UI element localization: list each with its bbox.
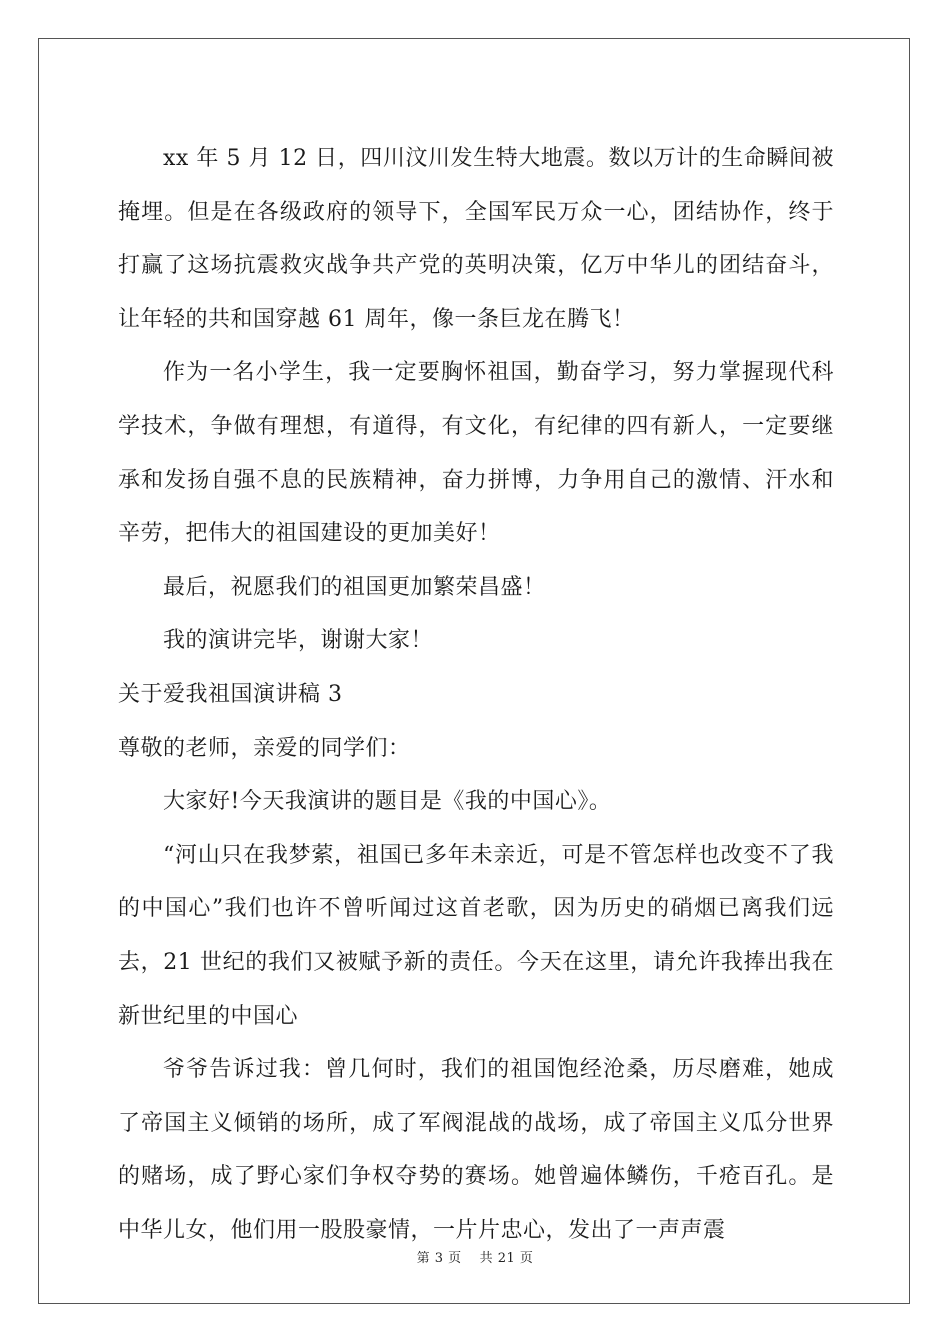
- page-total: 共 21 页: [479, 1251, 534, 1266]
- paragraph-thanks: 我的演讲完毕，谢谢大家！: [163, 628, 434, 654]
- paragraph-earthquake: xx 年 5 月 12 日，四川汶川发生特大地震。数以万计的生命瞬间被掩埋。但是在各级政府的领导下，全国军民万众一心，团结协作，终于打赢了这场抗震救灾战争共产党的英明决策，亿万中华儿的团结奋斗，让年轻的共和国穿越 61 周年，像一条巨龙在腾飞！: [118, 146, 834, 332]
- paragraph-greeting: 大家好!今天我演讲的题目是《我的中国心》。: [163, 789, 612, 815]
- paragraph-closing-wish: 最后，祝愿我们的祖国更加繁荣昌盛！: [163, 574, 546, 600]
- page-number: 第 3 页: [416, 1251, 462, 1266]
- section-heading: 关于爱我祖国演讲稿 3: [118, 681, 343, 707]
- paragraph-song-quote: “河山只在我梦萦，祖国已多年未亲近，可是不管怎样也改变不了我的中国心”我们也许不曾听闻过这首老歌，因为历史的硝烟已离我们远去，21 世纪的我们又被赋予新的责任。今天在这里，请允许我捧出我在新世纪里的中国心: [118, 842, 834, 1029]
- document-body: [118, 132, 834, 1257]
- salutation: 尊敬的老师，亲爱的同学们：: [118, 735, 411, 761]
- page-footer: [0, 1247, 950, 1266]
- paragraph-student-resolve: 作为一名小学生，我一定要胸怀祖国，勤奋学习，努力掌握现代科学技术，争做有理想，有道得，有文化，有纪律的四有新人，一定要继承和发扬自强不息的民族精神，奋力拼博，力争用自己的激情、汗水和辛劳，把伟大的祖国建设的更加美好！: [118, 360, 834, 547]
- paragraph-grandpa-story: 爷爷告诉过我：曾几何时，我们的祖国饱经沧桑，历尽磨难，她成了帝国主义倾销的场所，成了军阀混战的战场，成了帝国主义瓜分世界的赌场，成了野心家们争权夺势的赛场。她曾遍体鳞伤，千疮百孔。是中华儿女，他们用一股股豪情，一片片忠心，发出了一声声震: [118, 1057, 834, 1243]
